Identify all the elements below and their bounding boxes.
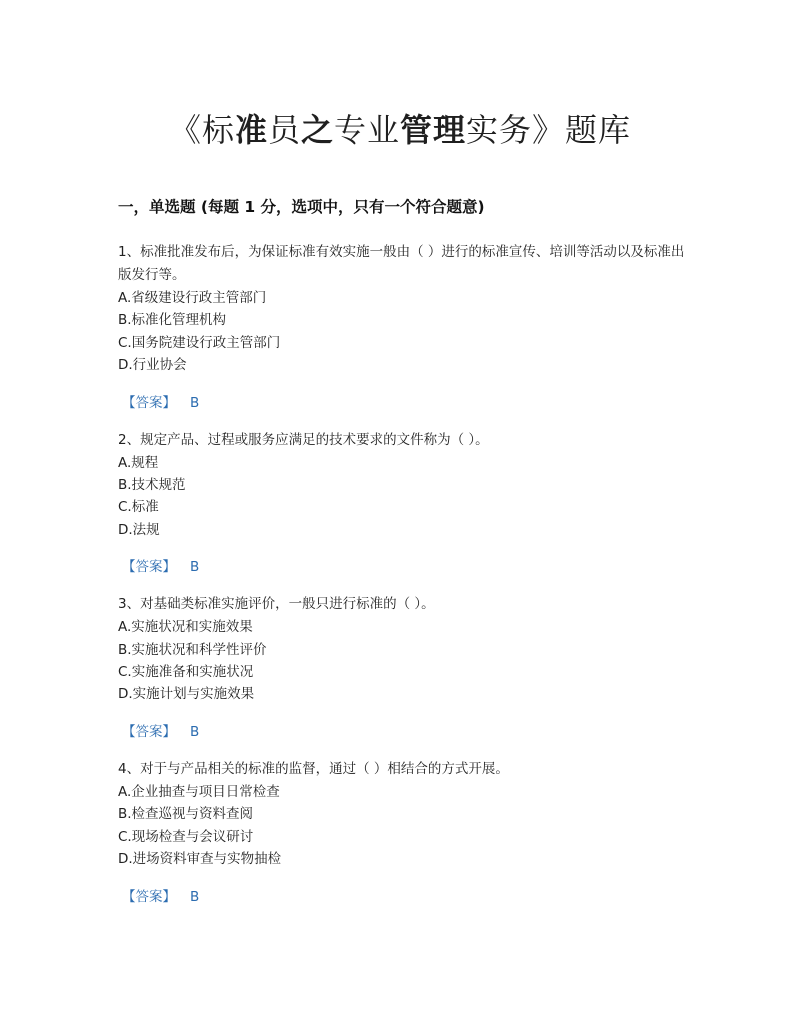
title-part: 《标 (168, 111, 235, 149)
question-list (118, 241, 688, 923)
title-part: 员 (267, 111, 301, 149)
answer-value: B (190, 394, 200, 411)
option-c: C.国务院建设行政主管部门 (118, 334, 281, 351)
option-a: A.规程 (118, 454, 159, 471)
option-b: B.技术规范 (118, 477, 186, 494)
option-c: C.实施准备和实施状况 (118, 664, 254, 681)
question-1 (118, 241, 688, 414)
question-3 (118, 593, 688, 743)
title-part: 专业 (334, 111, 401, 149)
option-b: B.检查巡视与资料查阅 (118, 806, 254, 823)
option-d: D.进场资料审查与实物抽检 (118, 851, 282, 868)
option-a: A.企业抽查与项目日常检查 (118, 783, 280, 800)
page-title (0, 108, 800, 152)
answer-line (118, 392, 688, 414)
option-c: C.标准 (118, 499, 159, 516)
option-c: C.现场检查与会议研讨 (118, 828, 254, 845)
answer-value: B (190, 559, 200, 576)
question-stem: 2、规定产品、过程或服务应满足的技术要求的文件称为（ ）。 (118, 431, 489, 448)
answer-label: 【答案】 (122, 888, 176, 905)
answer-line (118, 556, 688, 578)
question-2 (118, 429, 688, 579)
title-part: 实务》题库 (466, 111, 632, 149)
option-b: B.实施状况和科学性评价 (118, 641, 267, 658)
answer-line (118, 721, 688, 743)
question-4 (118, 758, 688, 908)
answer-label: 【答案】 (122, 723, 176, 740)
answer-label: 【答案】 (122, 394, 176, 411)
section-heading: 一，单选题 (每题 1 分，选项中，只有一个符合题意) (118, 198, 485, 216)
answer-line (118, 886, 688, 908)
option-a: A.省级建设行政主管部门 (118, 290, 267, 306)
question-stem: 4、对于与产品相关的标准的监督，通过（ ）相结合的方式开展。 (118, 760, 509, 777)
answer-label: 【答案】 (122, 559, 176, 576)
option-d: D.行业协会 (118, 357, 187, 374)
option-a: A.实施状况和实施效果 (118, 619, 253, 636)
question-stem: 1、标准批准发布后，为保证标准有效实施一般由（ ）进行的标准宣传、培训等活动以及标准出版发行等。 (118, 244, 685, 283)
title-part: 准 (234, 111, 268, 149)
title-part: 之 (300, 111, 334, 149)
title-part: 管理 (400, 111, 467, 149)
option-d: D.实施计划与实施效果 (118, 686, 255, 703)
option-d: D.法规 (118, 521, 160, 538)
answer-value: B (190, 723, 200, 740)
question-stem: 3、对基础类标准实施评价，一般只进行标准的（ ）。 (118, 596, 435, 613)
option-b: B.标准化管理机构 (118, 312, 227, 329)
answer-value: B (190, 888, 200, 905)
